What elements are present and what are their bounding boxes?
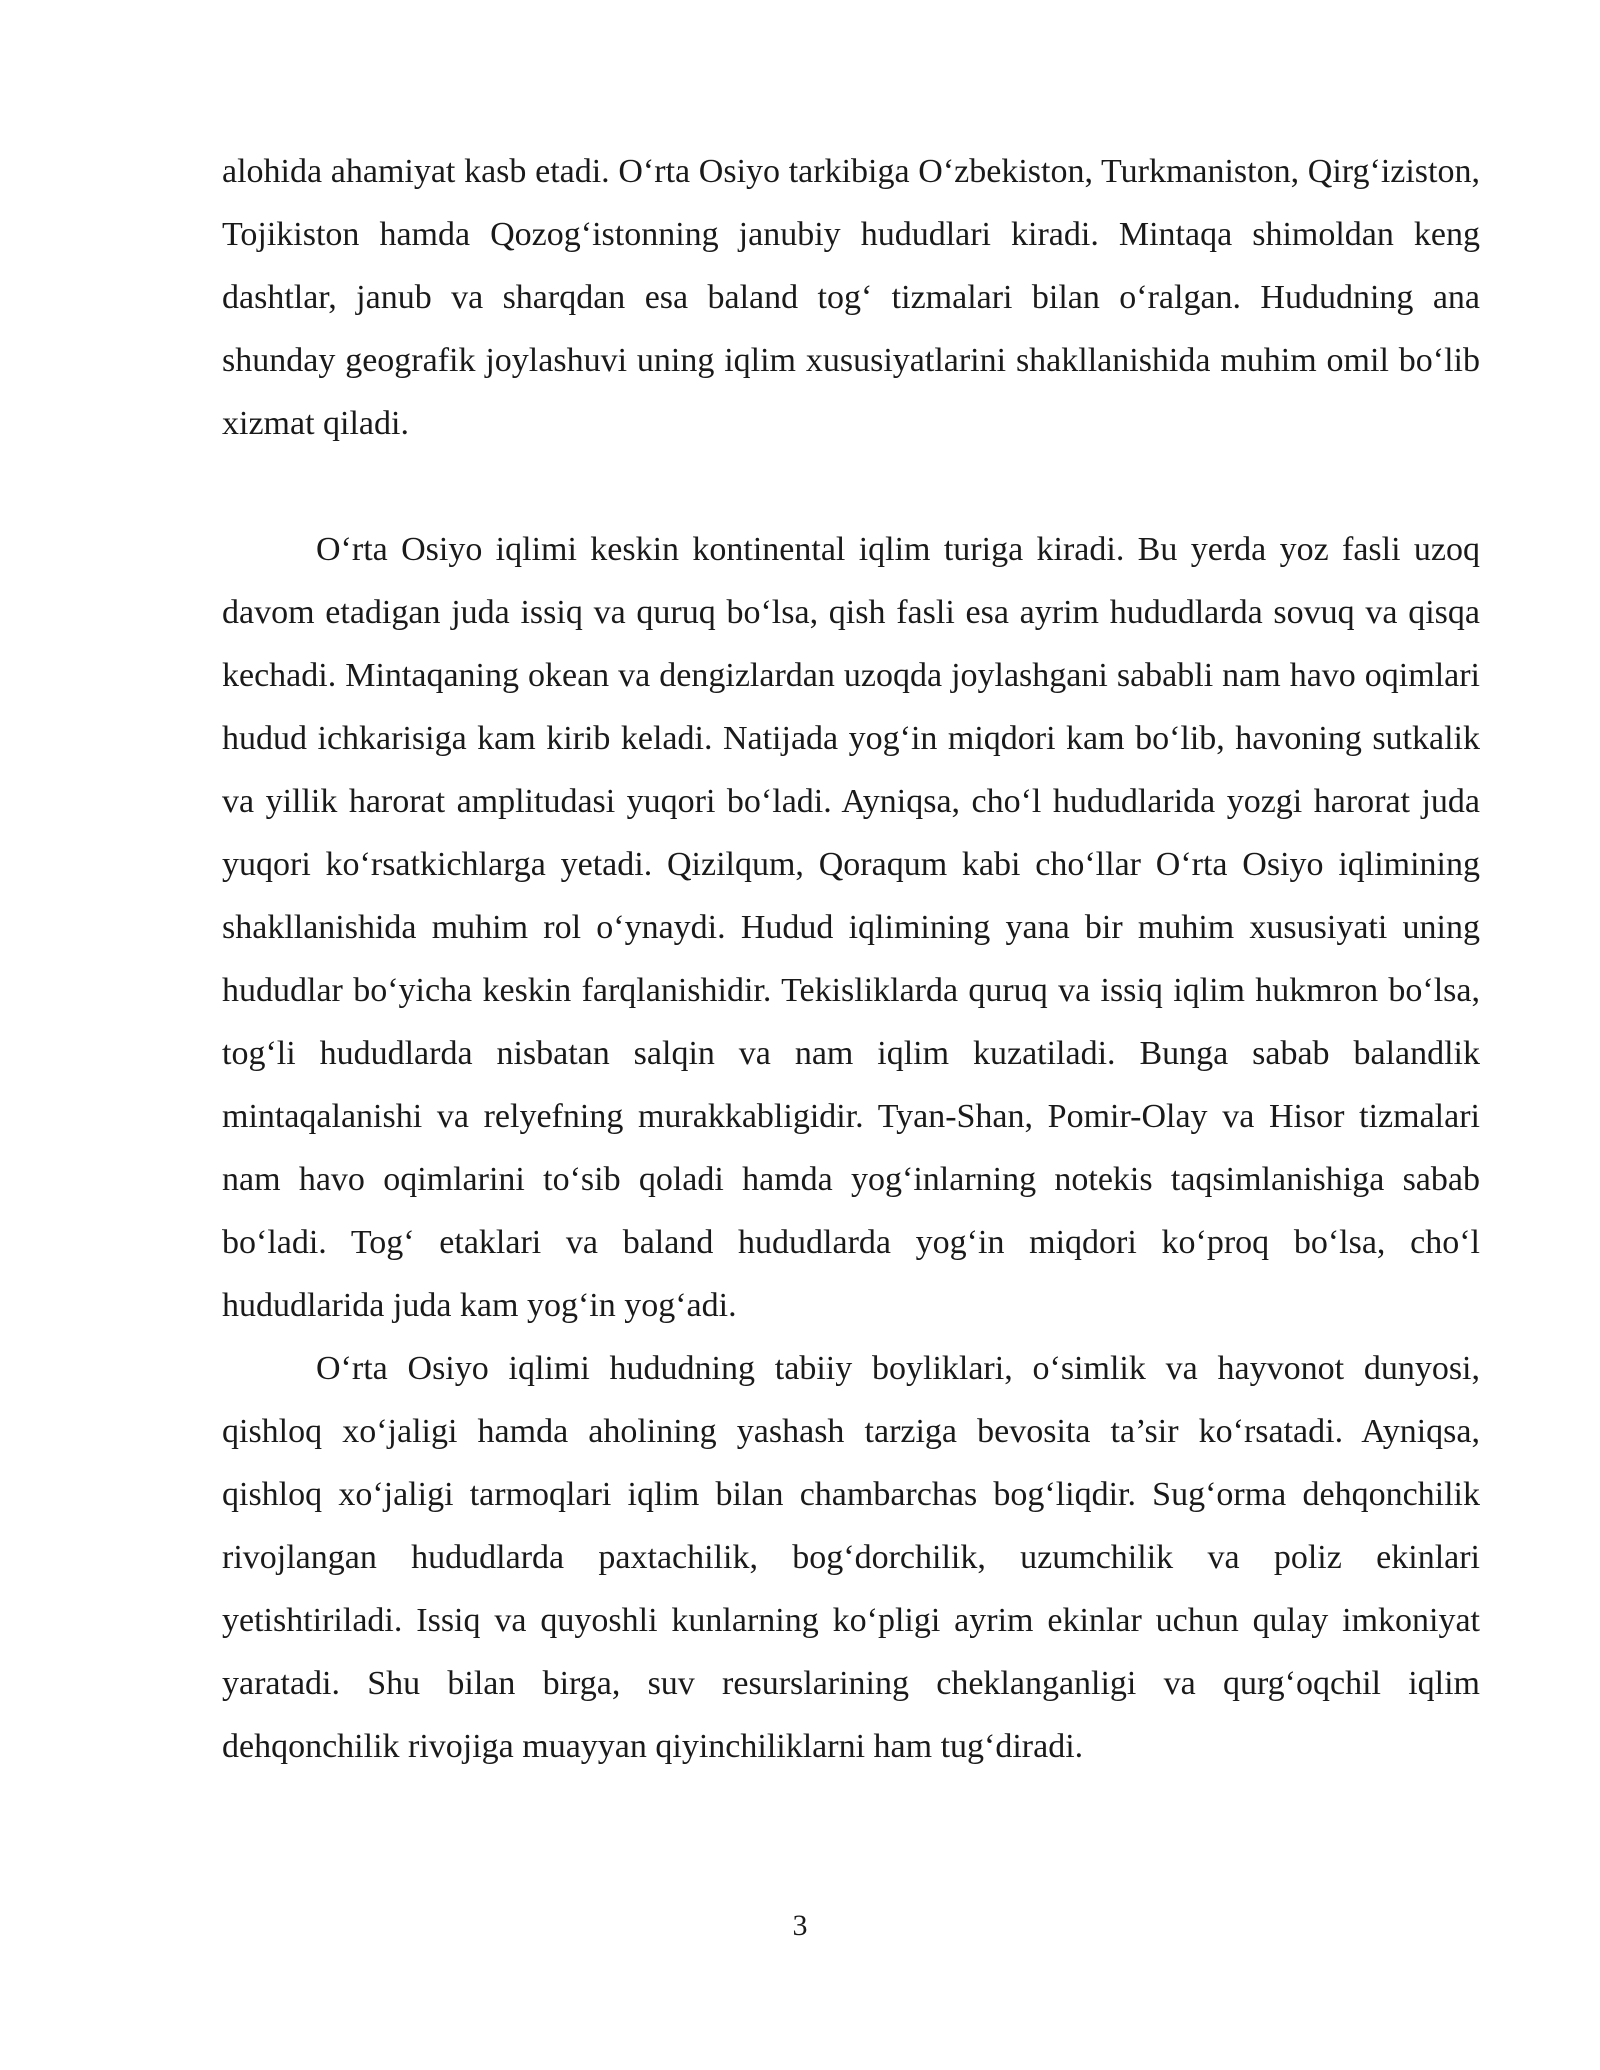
paragraph-climate-type: O‘rta Osiyo iqlimi keskin kontinental iqlim turiga kiradi. Bu yerda yoz fasli uzoq davom etadigan juda issiq va quruq bo‘lsa, qish fasli esa ayrim hududlarda sovuq va qisqa kechadi. Mintaqaning okean va dengizlardan uzoqda joylashgani sababli nam havo oqimlari hudud ichkarisiga kam kirib keladi. Natijada yog‘in miqdori kam bo‘lib, havoning sutkalik va yillik harorat amplitudasi yuqori bo‘ladi. Ayniqsa, cho‘l hududlarida yozgi harorat juda yuqori ko‘rsatkichlarga yetadi. Qizilqum, Qoraqum kabi cho‘llar O‘rta Osiyo iqlimining shakllanishida muhim rol o‘ynaydi. Hudud iqlimining yana bir muhim xususiyati uning hududlar bo‘yicha keskin farqlanishidir. Tekisliklarda quruq va issiq iqlim hukmron bo‘lsa, tog‘li hududlarda nisbatan salqin va nam iqlim kuzatiladi. Bunga sabab balandlik mintaqalanishi va relyefning murakkabligidir. Tyan-Shan, Pomir-Olay va Hisor tizmalari nam havo oqimlarini to‘sib qoladi hamda yog‘inlarning notekis taqsimlanishiga sabab bo‘ladi. Tog‘ etaklari va baland hududlarda yog‘in miqdori ko‘proq bo‘lsa, cho‘l hududlarida juda kam yog‘in yog‘adi. — [222, 531, 1480, 1324]
document-body — [222, 140, 1480, 1778]
paragraph-continuation: alohida ahamiyat kasb etadi. O‘rta Osiyo tarkibiga O‘zbekiston, Turkmaniston, Qirg‘iziston, Tojikiston hamda Qozog‘istonning janubiy hududlari kiradi. Mintaqa shimoldan keng dashtlar, janub va sharqdan esa baland tog‘ tizmalari bilan o‘ralgan. Hududning ana shunday geografik joylashuvi uning iqlim xususiyatlarini shakllanishida muhim omil bo‘lib xizmat qiladi. — [222, 153, 1480, 442]
paragraph-climate-impact: O‘rta Osiyo iqlimi hududning tabiiy boyliklari, o‘simlik va hayvonot dunyosi, qishloq xo‘jaligi hamda aholining yashash tarziga bevosita ta’sir ko‘rsatadi. Ayniqsa, qishloq xo‘jaligi tarmoqlari iqlim bilan chambarchas bog‘liqdir. Sug‘orma dehqonchilik rivojlangan hududlarda paxtachilik, bog‘dorchilik, uzumchilik va poliz ekinlari yetishtiriladi. Issiq va quyoshli kunlarning ko‘pligi ayrim ekinlar uchun qulay imkoniyat yaratadi. Shu bilan birga, suv resurslarining cheklanganligi va qurg‘oqchil iqlim dehqonchilik rivojiga muayyan qiyinchiliklarni ham tug‘diradi. — [222, 1350, 1480, 1765]
page-number: 3 — [792, 1909, 808, 1942]
